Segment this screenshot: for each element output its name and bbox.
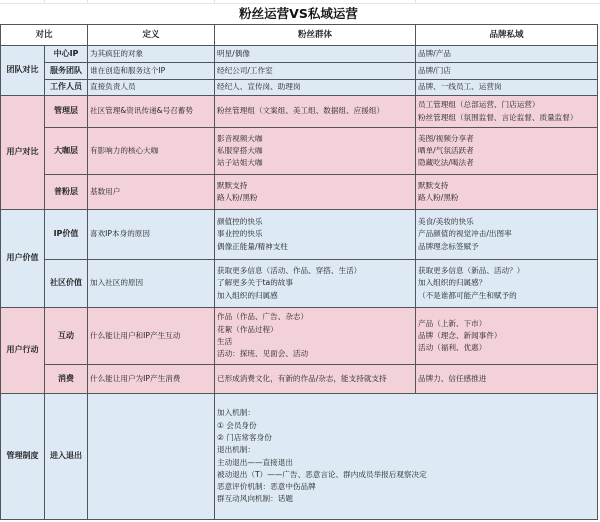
table-row bbox=[1, 308, 598, 365]
row-label: 中心IP bbox=[45, 46, 88, 63]
sheet-title: 粉丝运营VS私域运营 bbox=[239, 6, 358, 21]
cell-line: 被动退出（T）——广告、恶意言论、群内成员举报后观察决定 bbox=[217, 469, 427, 479]
brand-cell bbox=[416, 63, 598, 80]
table-row bbox=[1, 365, 598, 394]
brand-cell bbox=[416, 308, 598, 365]
cell-line: ② 门店常客身份 bbox=[217, 432, 272, 442]
cell-line: （不是谁都可能产生和赋予的 bbox=[418, 290, 517, 300]
definition-cell: 加入社区的原因 bbox=[88, 260, 215, 308]
cell-line: 路人粉/黑粉 bbox=[217, 193, 258, 202]
cell-line: 加入机制： bbox=[217, 408, 255, 418]
cell-line: 事业控的快乐 bbox=[217, 229, 263, 239]
cell-line: 生活 bbox=[217, 337, 233, 346]
cell-line: 站子站姐大咖 bbox=[217, 158, 263, 168]
table-row bbox=[1, 46, 598, 63]
table-row bbox=[1, 128, 598, 175]
cell-line: 经纪公司/工作室 bbox=[217, 65, 273, 75]
brand-cell bbox=[416, 128, 598, 175]
cell-line: 产品颜值的视觉冲击/出图率 bbox=[418, 229, 512, 239]
row-label: 互动 bbox=[45, 308, 88, 365]
cell-line: 美图/视频分享者 bbox=[418, 133, 474, 143]
header-compare: 对比 bbox=[1, 25, 88, 46]
row-label: 普粉层 bbox=[45, 175, 88, 210]
cell-line: 花絮（作品过程） bbox=[217, 324, 278, 334]
cell-line: 作品（作品、广告、杂志） bbox=[217, 312, 309, 322]
cell-line: 获取更多信息（新品、活动？） bbox=[418, 266, 525, 276]
row-label: 进入退出 bbox=[45, 394, 88, 520]
cell-line: 私服穿搭大咖 bbox=[217, 145, 263, 155]
cell-line: ① 会员身份 bbox=[217, 420, 257, 430]
cell-line: 产品（上新、下市） bbox=[418, 318, 487, 328]
cell-line: 已形成消费文化，有新的作品/杂志，能支持就支持 bbox=[217, 373, 387, 383]
cell-line: 员工管理组（总部运营、门店运营） bbox=[418, 100, 540, 110]
cell-line: 晒单/气氛活跃者 bbox=[418, 145, 474, 155]
fan-cell bbox=[215, 175, 416, 210]
row-label: 社区价值 bbox=[45, 260, 88, 308]
cell-line: 品牌/产品 bbox=[418, 48, 451, 58]
cell-line: 经纪人、宣传岗、助理岗 bbox=[217, 82, 301, 92]
definition-cell: 直接负责人员 bbox=[88, 80, 215, 96]
cell-line: 隐藏吃法/喝法者 bbox=[418, 158, 474, 168]
brand-cell bbox=[416, 46, 598, 63]
table-row bbox=[1, 260, 598, 308]
group-label-team: 团队对比 bbox=[1, 46, 45, 96]
gridline bbox=[44, 0, 45, 3]
fan-cell bbox=[215, 308, 416, 365]
cell-line: 群互动风向机制：话题 bbox=[217, 494, 293, 504]
brand-cell bbox=[416, 80, 598, 96]
cell-line: 品牌理念标签赋予 bbox=[418, 241, 479, 251]
table-row bbox=[1, 394, 598, 520]
merged-cell bbox=[215, 394, 598, 520]
definition-cell: 有影响力的核心大咖 bbox=[88, 128, 215, 175]
definition-cell: 什么能让用户为IP产生消费 bbox=[88, 365, 215, 394]
cell-line: 影音视频大咖 bbox=[217, 133, 263, 143]
group-label-value: 用户价值 bbox=[1, 210, 45, 308]
gridline bbox=[87, 0, 88, 3]
brand-cell bbox=[416, 365, 598, 394]
fan-cell bbox=[215, 128, 416, 175]
cell-line: 加入组织的归属感？ bbox=[418, 278, 487, 288]
cell-line: 品牌力、信任感推进 bbox=[418, 373, 487, 383]
cell-line: 了解更多关于ta的故事 bbox=[217, 278, 293, 288]
cell-line: 恶意评价机制：恶意中伤品牌 bbox=[217, 482, 316, 492]
fan-cell bbox=[215, 63, 416, 80]
brand-cell bbox=[416, 96, 598, 128]
definition-cell: 为其疯狂的对象 bbox=[88, 46, 215, 63]
cell-line: 加入组织的归属感 bbox=[217, 290, 278, 300]
row-label: 服务团队 bbox=[45, 63, 88, 80]
definition-cell: 喜欢IP本身的原因 bbox=[88, 210, 215, 260]
cell-line: 主动退出——直接退出 bbox=[217, 457, 293, 467]
definition-cell: 基数用户 bbox=[88, 175, 215, 210]
table-row bbox=[1, 80, 598, 96]
definition-cell: 什么能让用户和IP产生互动 bbox=[88, 308, 215, 365]
table-row bbox=[1, 96, 598, 128]
fan-cell bbox=[215, 80, 416, 96]
cell-line: 路人粉/黑粉 bbox=[418, 193, 459, 202]
table-row bbox=[1, 63, 598, 80]
group-label-management: 管理制度 bbox=[1, 394, 45, 520]
header-row bbox=[1, 25, 598, 46]
header-brand-private: 品牌私域 bbox=[416, 25, 598, 46]
row-label: 管理层 bbox=[45, 96, 88, 128]
row-label: 工作人员 bbox=[45, 80, 88, 96]
header-definition: 定义 bbox=[88, 25, 215, 46]
table-row bbox=[1, 210, 598, 260]
row-label: 消费 bbox=[45, 365, 88, 394]
fan-cell bbox=[215, 260, 416, 308]
definition-cell bbox=[88, 394, 215, 520]
cell-line: 偶像正能量/精神支柱 bbox=[217, 241, 288, 251]
group-label-action: 用户行动 bbox=[1, 308, 45, 394]
row-label: IP价值 bbox=[45, 210, 88, 260]
group-label-user: 用户对比 bbox=[1, 96, 45, 210]
gridline bbox=[415, 0, 416, 3]
cell-line: 活动：探班、见面会、活动 bbox=[217, 349, 309, 359]
cell-line: 活动（福利、优惠） bbox=[418, 343, 487, 353]
brand-cell bbox=[416, 260, 598, 308]
cell-line: 获取更多信息（活动、作品、穿搭、生活） bbox=[217, 266, 362, 276]
definition-cell: 社区管理&资讯传递&号召蓄势 bbox=[88, 96, 215, 128]
cell-line: 明星/偶像 bbox=[217, 48, 250, 58]
cell-line: 默默支持 bbox=[418, 180, 449, 190]
cell-line: 品牌（理念、新闻事件） bbox=[418, 330, 502, 340]
brand-cell bbox=[416, 210, 598, 260]
header-fan-group: 粉丝群体 bbox=[215, 25, 416, 46]
definition-cell: 谁在创造和服务这个IP bbox=[88, 63, 215, 80]
fan-cell bbox=[215, 46, 416, 63]
fan-cell bbox=[215, 96, 416, 128]
fan-cell bbox=[215, 210, 416, 260]
cell-line: 颜值控的快乐 bbox=[217, 217, 263, 227]
cell-line: 美食/美妆的快乐 bbox=[418, 217, 474, 227]
fan-cell bbox=[215, 365, 416, 394]
cell-line: 默默支持 bbox=[217, 180, 248, 190]
cell-line: 粉丝管理组（文案组、美工组、数据组、应援组） bbox=[217, 106, 385, 116]
row-label: 大咖层 bbox=[45, 128, 88, 175]
comparison-table bbox=[0, 24, 598, 520]
cell-line: 品牌/门店 bbox=[418, 65, 451, 75]
cell-line: 粉丝管理组（氛围监督、言论监督、质量监督） bbox=[418, 112, 578, 122]
gridline bbox=[214, 0, 215, 3]
cell-line: 退出机制： bbox=[217, 445, 255, 455]
brand-cell bbox=[416, 175, 598, 210]
table-row bbox=[1, 175, 598, 210]
cell-line: 品牌、一线员工、运营岗 bbox=[418, 82, 502, 92]
